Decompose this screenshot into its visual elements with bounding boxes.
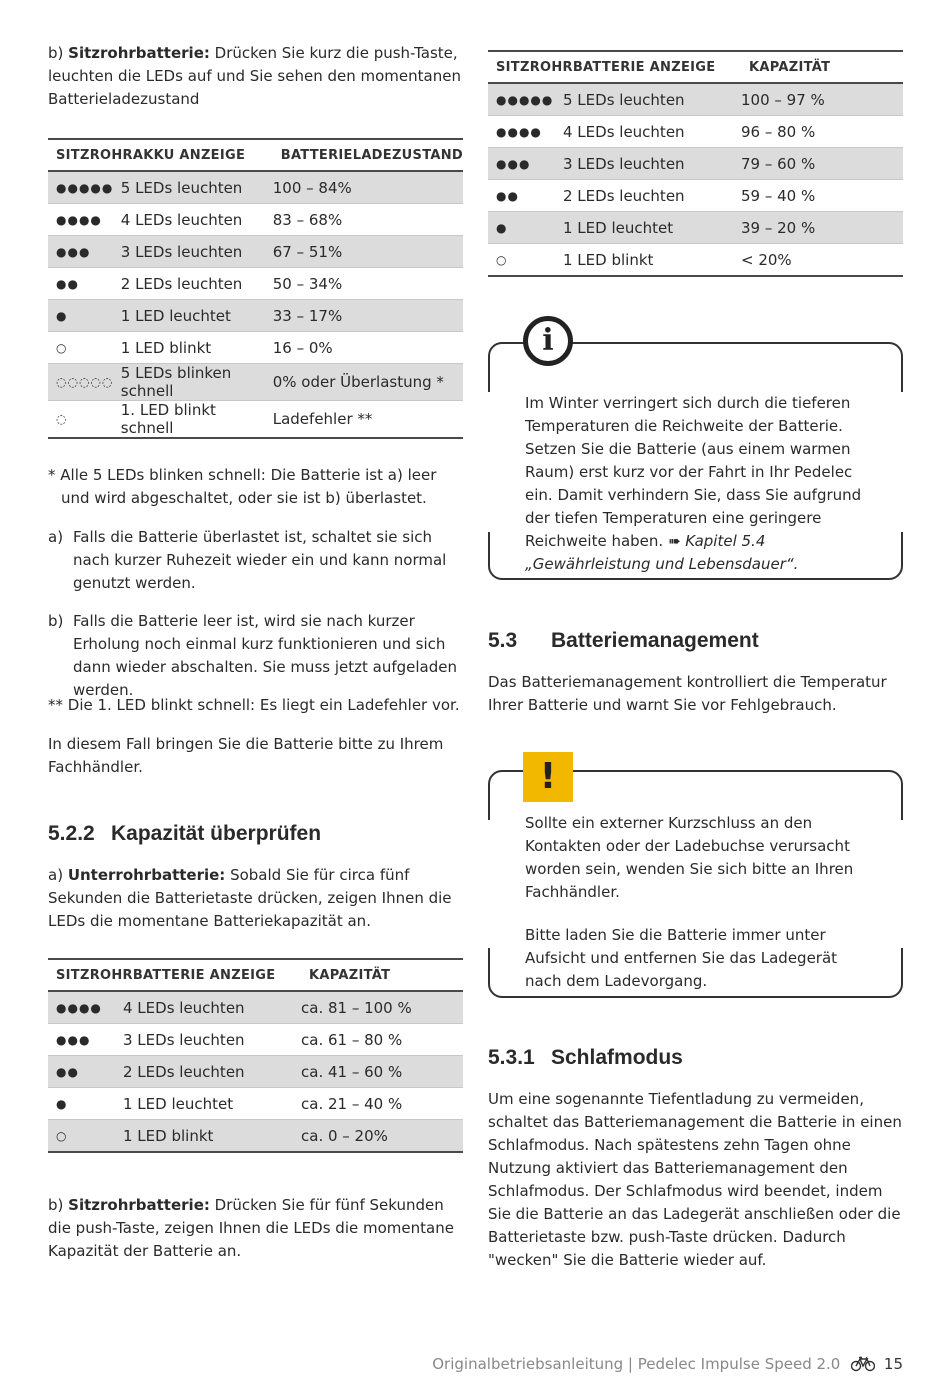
led-description: 1 LED leuchtet <box>121 300 273 332</box>
led-description: 4 LEDs leuchten <box>121 204 273 236</box>
led-description: 5 LEDs blinken schnell <box>121 364 273 401</box>
table-row <box>488 148 903 180</box>
paragraph-unterrohr: a) Unterrohrbatterie: Sobald Sie für circa fünf Sekunden die Batterietaste drücken, zeigen Ihnen die LEDs die momentane Batteriekapazität an. <box>48 866 452 930</box>
led-value: ca. 81 – 100 % <box>301 991 463 1024</box>
led-value: 96 – 80 % <box>741 116 903 148</box>
table-row <box>488 244 903 277</box>
table-row <box>48 204 463 236</box>
table-sitzrohrakku <box>48 138 463 439</box>
led-value: ca. 41 – 60 % <box>301 1056 463 1088</box>
led-value: ca. 0 – 20% <box>301 1120 463 1153</box>
led-indicator: ●●● <box>488 148 563 180</box>
led-description: 5 LEDs leuchten <box>563 83 741 116</box>
left-column <box>48 42 463 111</box>
led-description: 1 LED leuchtet <box>123 1088 301 1120</box>
led-description: 2 LEDs leuchten <box>121 268 273 300</box>
led-indicator: ○ <box>488 244 563 277</box>
led-indicator: ●●● <box>48 236 121 268</box>
warning-box: ! Sollte ein externer Kurzschluss an den Kontakten oder der Ladebuchse verursacht worden sein, wenden Sie sich bitte an Ihren Fachhändler. Bitte laden Sie die Batterie immer unter Aufsicht und entfernen Sie das Ladegerät nach dem Ladevorgang. <box>488 770 903 998</box>
led-indicator: ◌ <box>48 401 121 439</box>
led-indicator: ●●●●● <box>488 83 563 116</box>
led-description: 3 LEDs leuchten <box>563 148 741 180</box>
table-header: SITZROHRBATTERIE ANZEIGE <box>56 967 276 983</box>
led-value: 67 – 51% <box>273 236 463 268</box>
led-value: 79 – 60 % <box>741 148 903 180</box>
table-row <box>488 116 903 148</box>
table-row <box>48 268 463 300</box>
led-value: 50 – 34% <box>273 268 463 300</box>
led-value: 83 – 68% <box>273 204 463 236</box>
table-row <box>48 332 463 364</box>
section-heading: 5.3 Batteriemanagement <box>488 629 759 652</box>
led-description: 3 LEDs leuchten <box>121 236 273 268</box>
list-item: b) Falls die Batterie leer ist, wird sie nach kurzer Erholung noch einmal kurz funktionieren und sich dann wieder abschalten. Sie muss jetzt aufgeladen werden. <box>48 612 457 699</box>
led-description: 1. LED blinkt schnell <box>121 401 273 439</box>
table-header: SITZROHRBATTERIE ANZEIGE <box>496 59 716 75</box>
led-description: 1 LED blinkt <box>123 1120 301 1153</box>
table-row <box>48 171 463 204</box>
led-indicator: ●● <box>488 180 563 212</box>
table-row <box>48 300 463 332</box>
table-row <box>48 1056 463 1088</box>
table-row <box>48 364 463 401</box>
table-row <box>488 212 903 244</box>
table-row <box>48 1024 463 1056</box>
led-indicator: ●●● <box>48 1024 123 1056</box>
led-value: ca. 21 – 40 % <box>301 1088 463 1120</box>
led-indicator: ● <box>488 212 563 244</box>
led-value: 0% oder Überlastung * <box>273 364 463 401</box>
led-indicator: ●●●● <box>48 204 121 236</box>
led-indicator: ● <box>48 300 121 332</box>
table-row <box>48 236 463 268</box>
led-value: Ladefehler ** <box>273 401 463 439</box>
table-row <box>488 83 903 116</box>
led-description: 2 LEDs leuchten <box>563 180 741 212</box>
led-value: 39 – 20 % <box>741 212 903 244</box>
led-indicator: ●●●● <box>488 116 563 148</box>
led-description: 5 LEDs leuchten <box>121 171 273 204</box>
table-row <box>48 401 463 439</box>
led-description: 4 LEDs leuchten <box>123 991 301 1024</box>
bicycle-icon <box>851 1356 875 1376</box>
intro-bold: Sitzrohrbatterie: <box>68 44 210 62</box>
footnote-3: In diesem Fall bringen Sie die Batterie bitte zu Ihrem Fachhändler. <box>48 735 444 776</box>
footnote-1: * Alle 5 LEDs blinken schnell: Die Batterie ist a) leer und wird abgeschaltet, oder sie ist b) überlastet. <box>48 466 437 507</box>
led-value: 100 – 84% <box>273 171 463 204</box>
table-row <box>48 991 463 1024</box>
section-heading: 5.3.1 Schlafmodus <box>488 1046 683 1069</box>
paragraph-sitzrohr: b) Sitzrohrbatterie: Drücken Sie für fünf Sekunden die push-Taste, zeigen Ihnen die LEDs die momentane Kapazität der Batterie an. <box>48 1196 454 1260</box>
table-sitzrohr-capacity <box>488 50 903 277</box>
led-indicator: ●● <box>48 1056 123 1088</box>
table-header: BATTERIELADEZUSTAND <box>280 147 463 163</box>
led-indicator: ● <box>48 1088 123 1120</box>
paragraph-batteriemanagement: Das Batteriemanagement kontrolliert die Temperatur Ihrer Batterie und warnt Sie vor Fehlgebrauch. <box>488 673 887 714</box>
led-indicator: ●● <box>48 268 121 300</box>
chapter-reference[interactable]: ➠ Kapitel 5.4 „Gewährleistung und Lebensdauer“. <box>525 532 799 573</box>
warning-icon: ! <box>523 752 573 802</box>
table-unterrohr-capacity <box>48 958 463 1153</box>
table-header: KAPAZITÄT <box>309 967 391 983</box>
table-row <box>48 1088 463 1120</box>
led-value: 16 – 0% <box>273 332 463 364</box>
led-value: 59 – 40 % <box>741 180 903 212</box>
page-footer: Originalbetriebsanleitung | Pedelec Impulse Speed 2.0 15 <box>400 1355 903 1376</box>
led-description: 1 LED blinkt <box>121 332 273 364</box>
led-indicator: ○ <box>48 332 121 364</box>
led-value: 100 – 97 % <box>741 83 903 116</box>
intro-paragraph: b) Sitzrohrbatterie: Drücken Sie kurz die push-Taste, leuchten die LEDs auf und Sie sehen den momentanen Batterieladezustand <box>48 44 461 108</box>
table-header: KAPAZITÄT <box>749 59 831 75</box>
led-description: 1 LED blinkt <box>563 244 741 277</box>
section-heading: 5.2.2 Kapazität überprüfen <box>48 822 322 845</box>
page-number: 15 <box>883 1355 903 1373</box>
led-description: 1 LED leuchtet <box>563 212 741 244</box>
led-indicator: ◌◌◌◌◌ <box>48 364 121 401</box>
table-header: SITZROHRAKKU ANZEIGE <box>56 147 246 163</box>
info-box: i Im Winter verringert sich durch die tieferen Temperaturen die Reichweite der Batterie. Setzen Sie die Batterie (aus einem warmen Raum) erst kurz vor der Fahrt in Ihr Pedelec ein. Damit verhindern Sie, dass Sie aufgrund der tiefen Temperaturen eine geringere Reichweite haben. ➠ Kapitel 5.4 „Gewährleistung und Lebensdauer“. <box>488 342 903 580</box>
table-row <box>48 1120 463 1153</box>
led-description: 2 LEDs leuchten <box>123 1056 301 1088</box>
led-value: 33 – 17% <box>273 300 463 332</box>
led-value: < 20% <box>741 244 903 277</box>
info-icon: i <box>523 316 573 366</box>
led-description: 3 LEDs leuchten <box>123 1024 301 1056</box>
footnote-2: ** Die 1. LED blinkt schnell: Es liegt ein Ladefehler vor. <box>48 696 460 714</box>
list-item: a) Falls die Batterie überlastet ist, schaltet sie sich nach kurzer Ruhezeit wieder ein und kann normal genutzt werden. <box>48 528 447 592</box>
led-value: ca. 61 – 80 % <box>301 1024 463 1056</box>
led-indicator: ○ <box>48 1120 123 1153</box>
table-row <box>488 180 903 212</box>
led-description: 4 LEDs leuchten <box>563 116 741 148</box>
paragraph-schlafmodus: Um eine sogenannte Tiefentladung zu vermeiden, schaltet das Batteriemanagement die Batterie in einen Schlafmodus. Nach spätestens zehn Tagen ohne Nutzung aktiviert das Batteriemanagement den Schlafmodus. Der Schlafmodus wird beendet, indem Sie die Batterie an das Ladegerät anschließen oder die Batterietaste bzw. push-Taste drücken. Dadurch "wecken" Sie die Batterie wieder auf. <box>488 1090 902 1269</box>
led-indicator: ●●●● <box>48 991 123 1024</box>
led-indicator: ●●●●● <box>48 171 121 204</box>
